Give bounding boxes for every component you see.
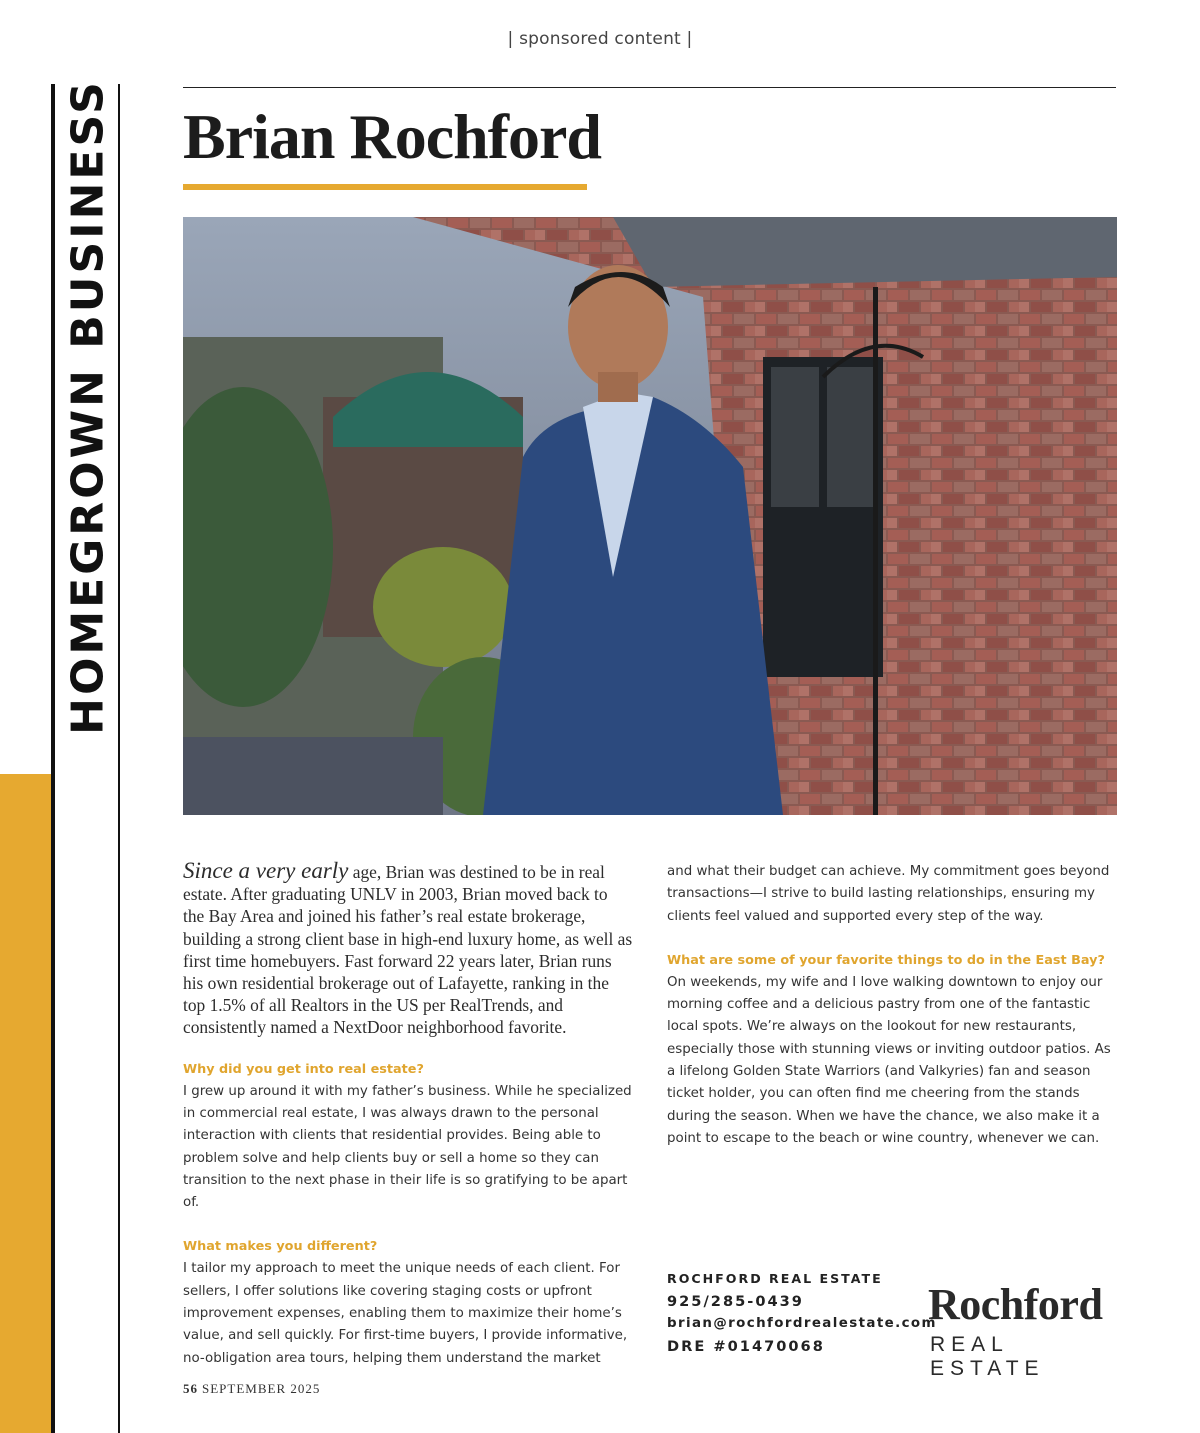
answer-text: I grew up around it with my father’s business. While he specialized in commercial real estate, I was always drawn to the personal interaction with clients that residential provides. Being able to problem solve and help clients buy or sell a home so they can transition to the next phase in their life is so gratifying to be apart of. [183, 1083, 632, 1211]
question-heading: What makes you different? [183, 1239, 378, 1255]
logo-subtitle: REAL ESTATE [930, 1333, 1045, 1380]
intro-lead: Since a very early [183, 858, 349, 883]
sponsored-content-label: | sponsored content | [507, 29, 693, 49]
article-column-right [667, 861, 1119, 1150]
company-logo [928, 1280, 1118, 1381]
answer-continued-text: and what their budget can achieve. My commitment goes beyond transactions—I strive to build lasting relationships, ensuring my clients feel valued and supported every step of the way. [667, 864, 1110, 924]
company-name: ROCHFORD REAL ESTATE [667, 1271, 883, 1286]
article-intro [183, 860, 633, 1039]
license-number: DRE #01470068 [667, 1337, 825, 1355]
gold-accent-bar [0, 774, 51, 1433]
logo-wordmark: Rochford [928, 1280, 1103, 1329]
page-folio [183, 1381, 320, 1397]
side-rule-thick [51, 84, 55, 1433]
side-rule-thin [118, 84, 120, 1433]
section-title-text: HOMEGROWN BUSINESS [62, 79, 114, 735]
issue-date: SEPTEMBER 2025 [202, 1381, 321, 1396]
question-heading: Why did you get into real estate? [183, 1061, 424, 1077]
article-column-left [183, 860, 633, 1370]
top-rule [183, 87, 1116, 88]
page-number: 56 [183, 1381, 198, 1396]
phone-number[interactable]: 925/285-0439 [667, 1292, 804, 1310]
contact-block [667, 1268, 937, 1358]
intro-text: age, Brian was destined to be in real estate. After graduating UNLV in 2003, Brian moved back to the Bay Area and joined his father’s real estate brokerage, building a strong client base in high-end luxury home, as well as first time homebuyers. Fast forward 22 years later, Brian runs his own residential brokerage out of Lafayette, ranking in the top 1.5% of all Realtors in the US per RealTrends, and consistently named a NextDoor neighborhood favorite. [183, 862, 633, 1038]
email-address[interactable]: brian@rochfordrealestate.com [667, 1316, 937, 1331]
article-headline: Brian Rochford [183, 101, 601, 172]
question-heading: What are some of your favorite things to do in the East Bay? [667, 952, 1105, 968]
portrait-photo [183, 217, 1117, 815]
answer-text: I tailor my approach to meet the unique needs of each client. For sellers, I offer solutions like covering staging costs or upfront improvement expenses, enabling them to maximize their home’s value, and sell quickly. For first-time buyers, I provide informative, no-obligation area tours, helping them understand the market [183, 1261, 628, 1366]
headline-underline [183, 184, 587, 190]
answer-text: On weekends, my wife and I love walking downtown to enjoy our morning coffee and a delicious pastry from one of the fantastic local spots. We’re always on the lookout for new restaurants, especially those with stunning views or inviting outdoor patios. As a lifelong Golden State Warriors (and Valkyries) fan and season ticket holder, you can often find me cheering from the stands during the season. When we have the chance, we also make it a point to escape to the beach or wine country, whenever we can. [667, 974, 1111, 1146]
